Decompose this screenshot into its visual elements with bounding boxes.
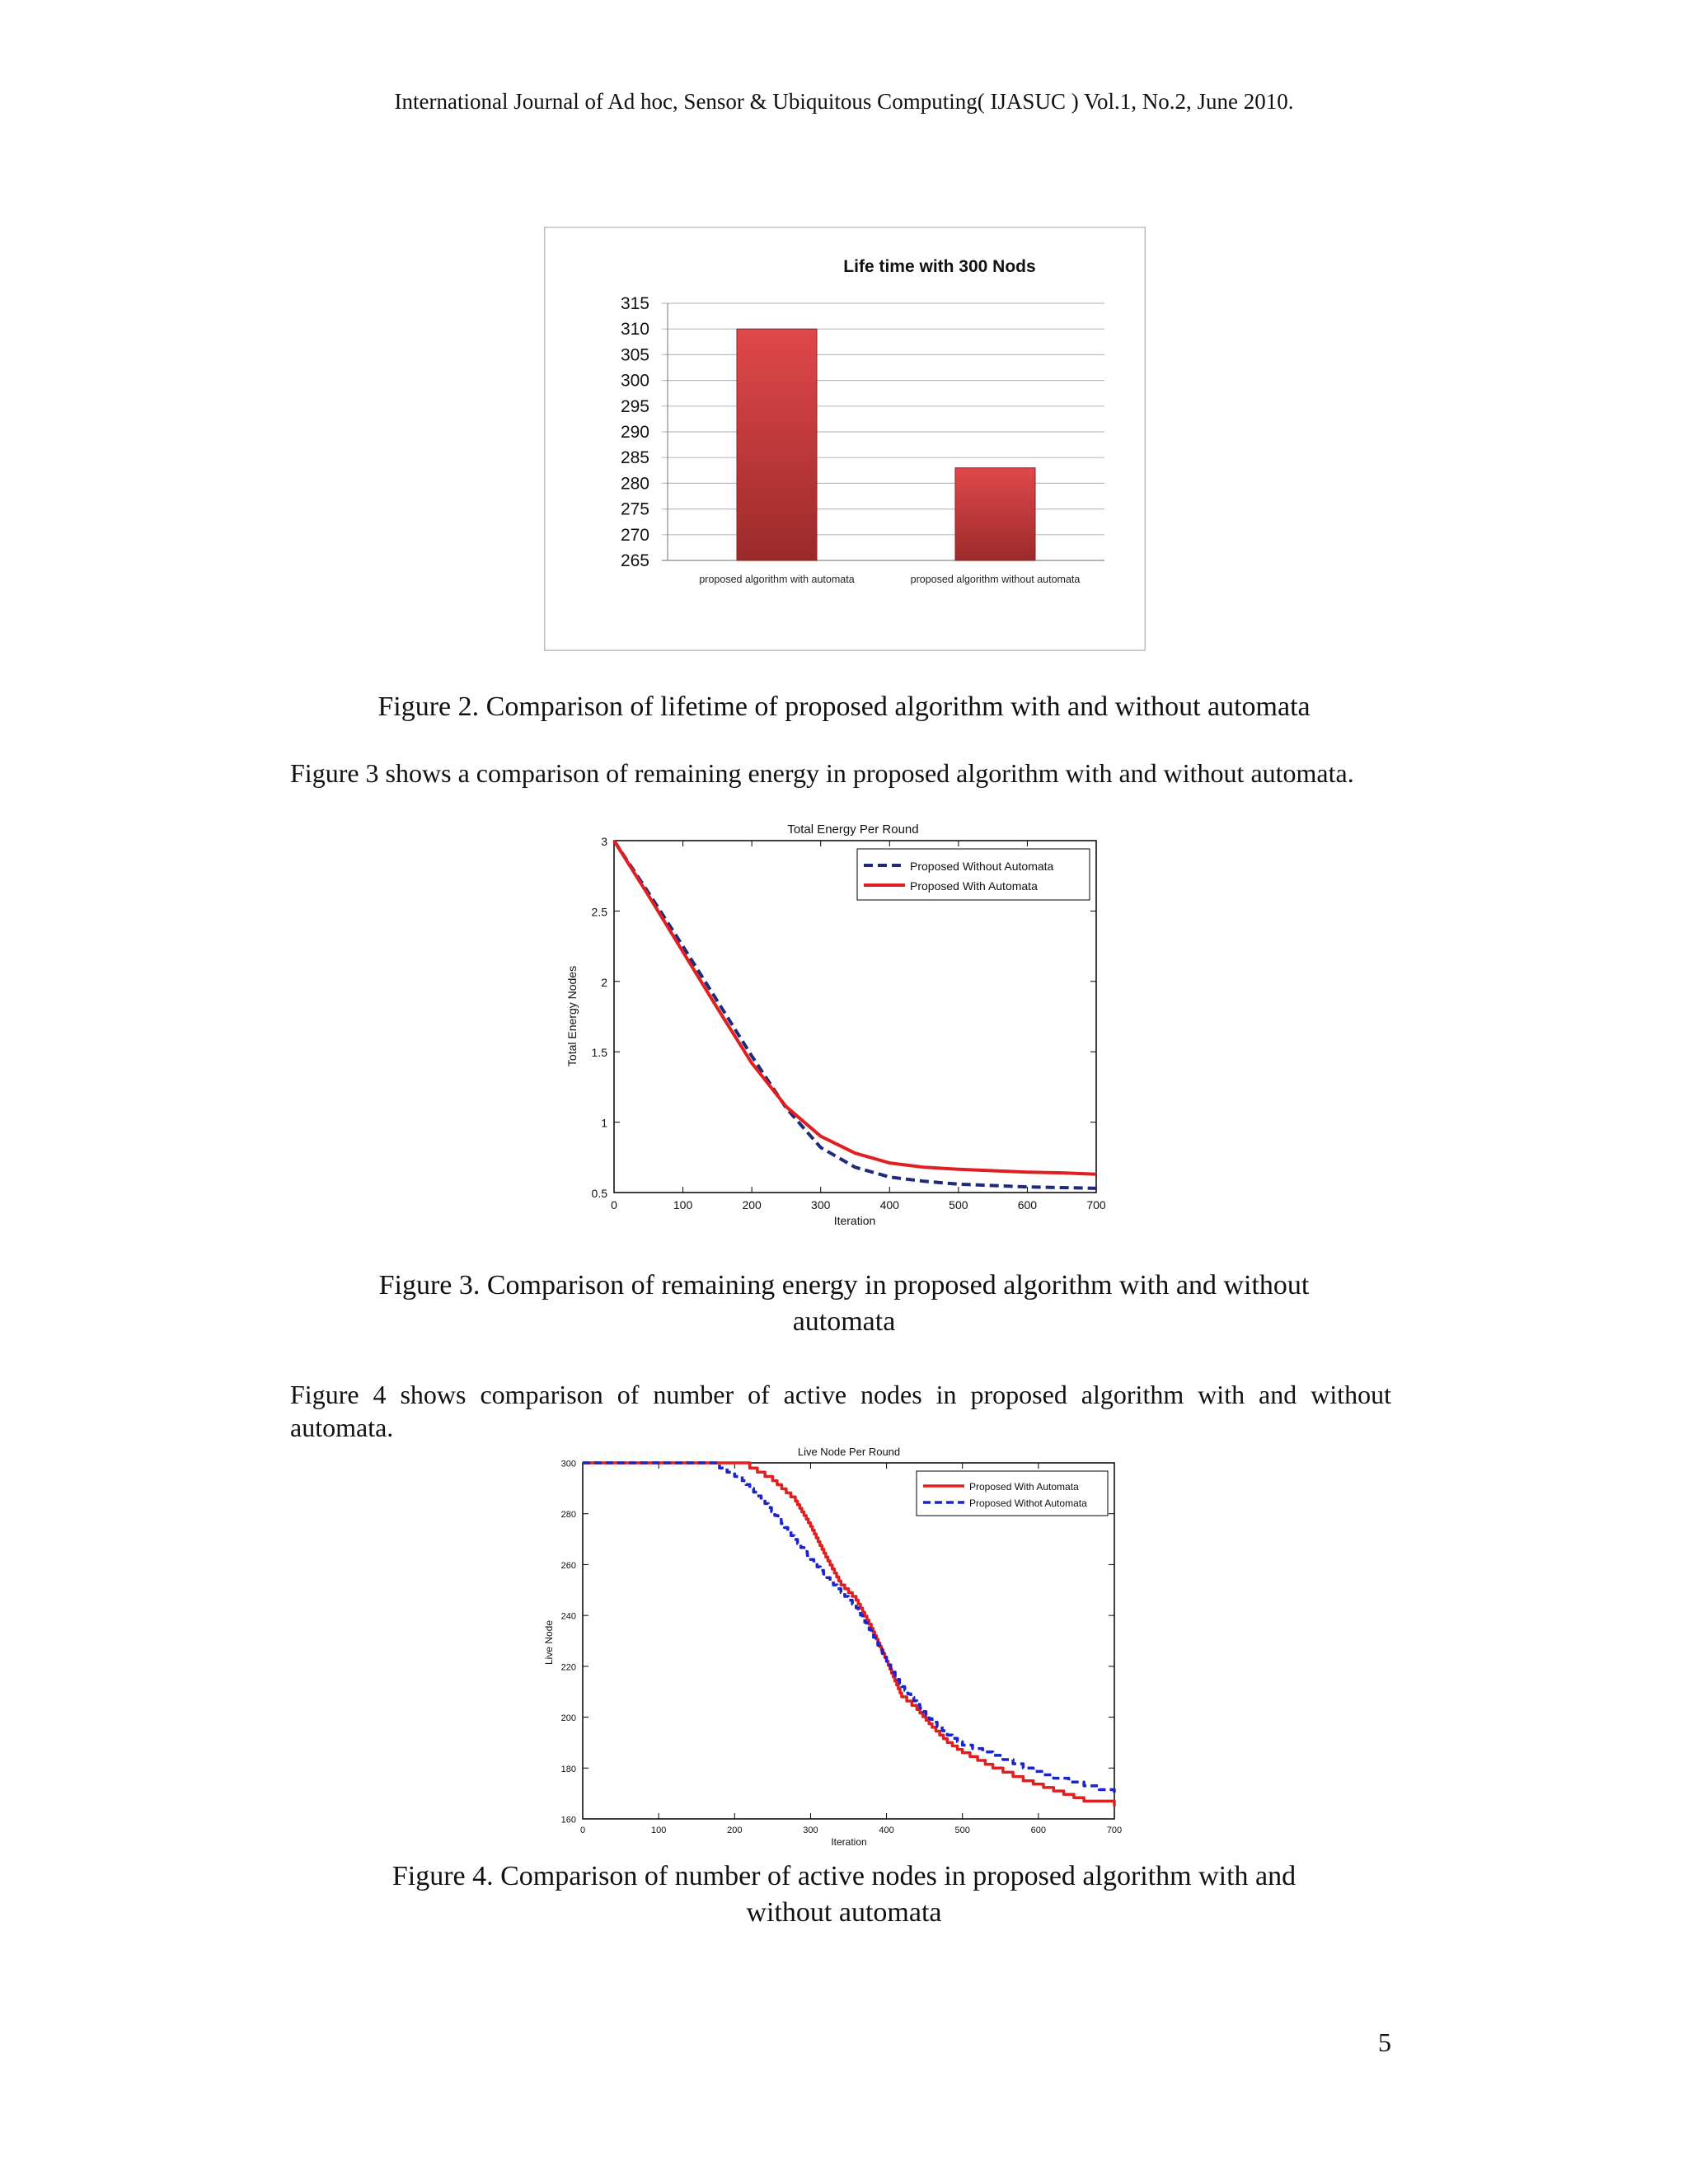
x-tick-label: 700 (1086, 1198, 1106, 1212)
y-tick-label: 300 (560, 1459, 576, 1469)
y-tick-label: 265 (620, 551, 649, 570)
x-tick-label: 400 (879, 1198, 899, 1212)
legend-label: Proposed With Automata (969, 1481, 1079, 1493)
y-tick-label: 275 (620, 499, 649, 519)
figure-4-caption-line-1: Figure 4. Comparison of number of active nodes in proposed algorithm with and (392, 1861, 1296, 1891)
legend-label: Proposed With Automata (910, 879, 1038, 893)
chart-title: Total Energy Per Round (787, 823, 919, 837)
y-axis-label: Live Node (543, 1619, 555, 1666)
x-tick-label: 0 (611, 1198, 617, 1212)
x-tick-label: 600 (1017, 1198, 1038, 1212)
x-tick-label: 100 (650, 1825, 667, 1835)
y-tick-label: 3 (601, 835, 607, 848)
y-tick-label: 2 (601, 975, 607, 989)
figure-3-caption-line-2: automata (792, 1306, 896, 1337)
y-tick-label: 270 (620, 525, 649, 545)
legend-label: Proposed Without Automata (910, 860, 1054, 873)
x-tick-label: proposed algorithm without automata (910, 574, 1081, 585)
y-tick-label: 1 (601, 1116, 607, 1130)
chart-title: Life time with 300 Nods (843, 257, 1036, 276)
y-tick-label: 280 (620, 474, 649, 494)
y-tick-label: 300 (620, 371, 649, 391)
figure-4-caption-line-2: without automata (746, 1897, 942, 1928)
x-tick-label: 300 (803, 1825, 818, 1835)
legend-label: Proposed Withot Automata (969, 1497, 1087, 1509)
running-header: International Journal of Ad hoc, Sensor & Ubiquitous Computing( IJASUC ) Vol.1, No.2, June 2010. (394, 89, 1294, 114)
y-tick-label: 240 (560, 1611, 576, 1622)
y-tick-label: 305 (620, 345, 649, 365)
paragraph-figure-3-intro: Figure 3 shows a comparison of remaining energy in proposed algorithm with and without automata. (290, 758, 1354, 788)
figure-2-bar-chart (544, 227, 1146, 651)
figure-4-line-chart (528, 1438, 1137, 1850)
y-axis-label: Total Energy Nodes (565, 965, 579, 1067)
bar (737, 329, 817, 560)
y-tick-label: 310 (620, 320, 649, 340)
x-tick-label: 500 (949, 1198, 968, 1212)
y-tick-label: 220 (560, 1662, 576, 1673)
x-tick-label: 400 (879, 1825, 894, 1835)
figure-2-caption: Figure 2. Comparison of lifetime of proposed algorithm with and without automata (377, 691, 1311, 722)
x-tick-label: 200 (727, 1825, 743, 1835)
figure-3-caption-line-1: Figure 3. Comparison of remaining energy in proposed algorithm with and without (378, 1270, 1310, 1301)
y-tick-label: 285 (620, 448, 649, 468)
x-axis-label: Iteration (833, 1214, 876, 1227)
x-axis-label: Iteration (831, 1836, 867, 1848)
y-tick-label: 0.5 (591, 1187, 607, 1200)
x-tick-label: 300 (811, 1198, 831, 1212)
y-tick-label: 200 (560, 1713, 576, 1724)
x-tick-label: 200 (742, 1198, 762, 1212)
y-tick-label: 160 (560, 1815, 576, 1825)
x-tick-label: 700 (1106, 1825, 1123, 1835)
figure-3-line-chart (548, 816, 1117, 1240)
y-tick-label: 315 (620, 294, 649, 313)
y-tick-label: 180 (560, 1764, 576, 1774)
x-tick-label: 100 (673, 1198, 693, 1212)
y-tick-label: 260 (560, 1560, 576, 1571)
x-tick-label: 0 (579, 1825, 586, 1835)
y-tick-label: 1.5 (591, 1046, 607, 1060)
page-number: 5 (1378, 2027, 1391, 2057)
y-tick-label: 280 (560, 1510, 576, 1521)
y-tick-label: 295 (620, 396, 649, 416)
y-tick-label: 2.5 (591, 905, 607, 919)
x-tick-label: proposed algorithm with automata (699, 574, 855, 585)
x-tick-label: 600 (1030, 1825, 1047, 1835)
chart-title: Live Node Per Round (797, 1446, 901, 1458)
plot-area (583, 1463, 1114, 1819)
x-tick-label: 500 (954, 1825, 970, 1835)
y-tick-label: 290 (620, 423, 649, 442)
paragraph-figure-4-intro: Figure 4 shows comparison of number of active nodes in proposed algorithm with and without automata. (290, 1380, 1391, 1442)
bar (955, 468, 1035, 560)
